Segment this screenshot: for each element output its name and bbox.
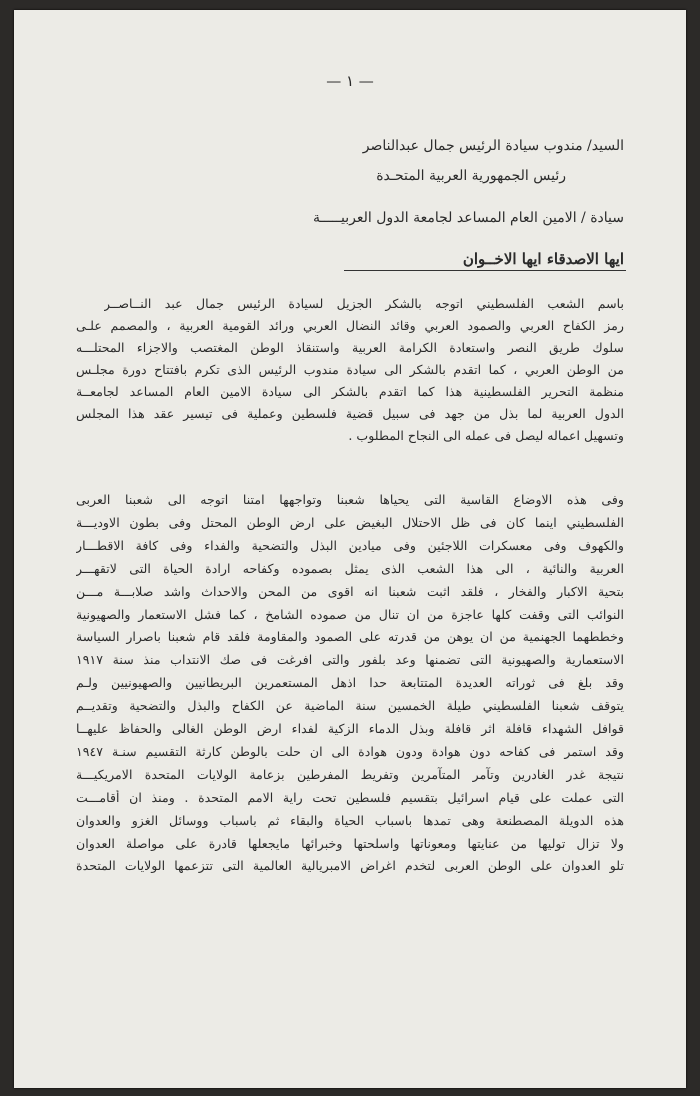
paragraph1-line: الدول العربية لما بذل من جهد فى سبيل قضية فلسطين وعملية فى تيسير عقد هذا المجلس — [76, 406, 624, 421]
paragraph2-line: وخططهما الجهنمية من ان يوهن من قدرته على الصمود والمقاومة فلقد قام شعبنا باصرار السياسة — [76, 629, 624, 645]
paragraph2-line: بتحية الاكبار والفخار ، فلقد اثبت شعبنا انه اقوى من المحن والاحداث واشد صلابـــة مـــن — [76, 583, 624, 599]
document-page — [14, 10, 686, 1088]
addressee-line-1: السيد/ مندوب سيادة الرئيس جمال عبدالناصر — [362, 138, 624, 154]
paragraph2-line: النوائب التى وقفت كلها عاجزة من ان تنال من صموده الشامخ ، كما فشل الاستعمار والصهيونية — [76, 606, 624, 622]
paragraph2-line: الاستعمارية والصهيونية التى تضمنها وعد بلفور والتى افرغت فى صك الانتداب منذ سنة ١٩١٧ — [76, 652, 624, 668]
paragraph2-line: والكهوف وفى معسكرات اللاجئين وفى ميادين البذل والتضحية والفداء وفى كافة الاقطـــار — [76, 537, 624, 553]
paragraph2-line: ولا تزال توليها من عنايتها ومعوناتها واسلحتها وخبرائها مايجعلها قادرة على مواصلة العدوان — [76, 835, 624, 851]
paragraph1-line: من الوطن العربي ، كما اتقدم بالشكر الى سيادة مندوب الرئيس الذى تكرم بافتتاح دورة مجلـس — [76, 362, 624, 377]
paragraph2-line: هذه الدويلة المصطنعة وهى تمدها باسباب الحياة والبقاء ثم باسباب ووسائل الغزو والعدوان — [76, 812, 624, 828]
page-number: — ١ — — [326, 72, 374, 90]
addressee-line-2: رئيس الجمهورية العربية المتحـدة — [376, 168, 566, 184]
paragraph1-line: وتسهيل اعماله ليصل فى عمله الى النجاح المطلوب . — [348, 428, 624, 443]
addressee-line-3: سيادة / الامين العام المساعد لجامعة الدول العربيـــــة — [313, 210, 624, 226]
paragraph1-line: سلوك طريق النصر واستعادة الكرامة العربية واستنقاذ الوطن المغتصب والاجزاء المحتلـــه — [76, 340, 624, 355]
paragraph1-line: باسم الشعب الفلسطيني اتوجه بالشكر الجزيل لسيادة الرئيس جمال عبد النــاصــر — [104, 296, 624, 311]
paragraph1-line: رمز الكفاح العربي والصمود العربي وقائد النضال العربي ورائد القومية العربية ، والمصمم علـى — [76, 318, 624, 333]
paragraph2-line: التى عملت على قيام اسرائيل بتقسيم فلسطين تحت راية الامم المتحدة . ومنذ ان أقامـــت — [76, 789, 624, 805]
paragraph2-line: تلو العدوان على الوطن العربى لتخدم اغراض الامبريالية العالمية التى تتزعمها الولايات المتحدة — [76, 858, 624, 874]
paragraph2-line: وقد استمر فى كفاحه دون هوادة ودون هوادة الى ان حلت بالوطن كارثة التقسيم سنـة ١٩٤٧ — [76, 743, 624, 759]
paragraph2-line: قوافل الشهداء قافلة اثر قافلة وبذل الدماء الزكية لفداء ارض الوطن الغالى والحفاظ عليهــا — [76, 721, 624, 736]
paragraph2-line: وقد بلغ فى ثوراته العديدة المتتابعة حدا اذهل المستعمرين البريطانيين والصهيونيين ولـم — [76, 675, 624, 691]
paragraph2-line: العربية والنائية ، الى هذا الشعب الذى يمثل بصموده وكفاحه ارادة الحياة التى لاتقهـــر — [76, 560, 624, 576]
salutation: ايها الاصدقاء ايها الاخــوان — [462, 250, 624, 268]
paragraph2-line: الفلسطيني اينما كان فى ظل الاحتلال البغيض على ارض الوطن المحتل وفى بطون الاوديـــة — [76, 514, 624, 530]
paragraph2-line: وفى هذه الاوضاع القاسية التى يحياها شعبنا وتواجهها امتنا اتوجه الى شعبنا العربى — [76, 492, 624, 507]
salutation-underline — [344, 270, 626, 271]
paragraph1-line: منظمة التحرير الفلسطينية هذا كما اتقدم بالشكر الى سيادة الامين العام المساعد لجامعــة — [76, 384, 624, 399]
paragraph2-line: يتوقف شعبنا الفلسطيني طيلة الخمسين سنة الماضية عن الكفاح والبذل والتضحية وتقديــم — [76, 698, 624, 714]
paragraph2-line: نتيجة غدر الغادرين وتآمر المتآمرين وتفريط المفرطين بزعامة الولايات المتحدة الامريكيـــة — [76, 766, 624, 782]
